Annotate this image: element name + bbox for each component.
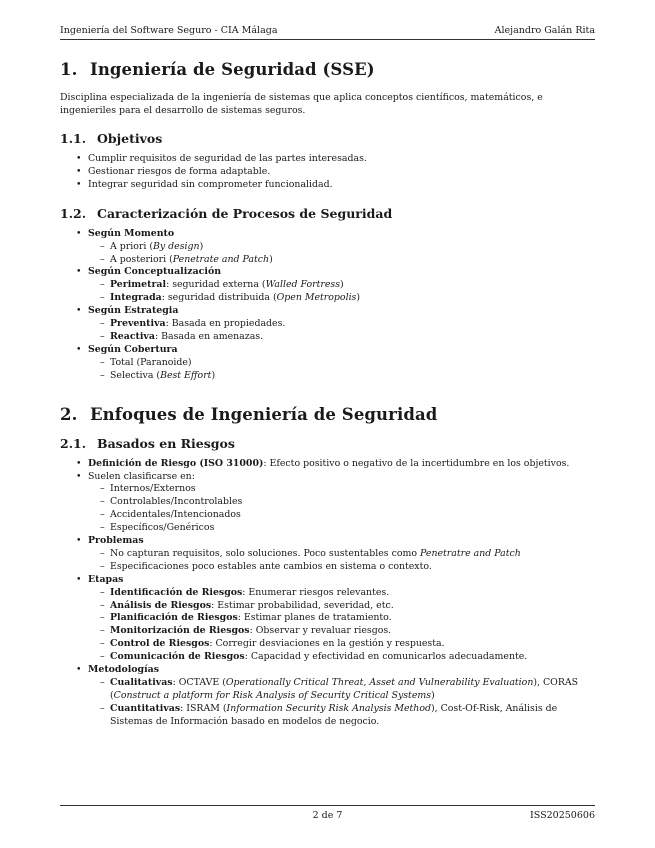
- list-item: – Internos/Externos: [88, 483, 595, 496]
- riesgos-list: [60, 458, 595, 729]
- text: ): [431, 689, 435, 701]
- subsection-1-2-heading: [60, 206, 595, 221]
- header-author: Alejandro Galán Rita: [494, 25, 595, 36]
- list-item: [88, 548, 595, 561]
- list-item: [88, 677, 595, 703]
- text: ), Cost-Of-Risk, Análisis de Sistemas de Información basado en modelos de negocio.: [110, 702, 558, 727]
- page-number: 2 de 7: [312, 810, 343, 821]
- text-italic: Information Security Risk Analysis Method: [226, 702, 431, 714]
- text-bold: Control de Riesgos: [110, 638, 210, 650]
- list-item: [60, 574, 595, 664]
- text-bold: Integrada: [110, 292, 162, 304]
- list-item: • Integrar seguridad sin comprometer funcionalidad.: [60, 179, 595, 192]
- text-italic: Best Effort: [160, 369, 212, 381]
- text-italic: Penetratre and Patch: [420, 547, 521, 559]
- text: No capturan requisitos, solo soluciones. Poco sustentables como: [110, 547, 421, 559]
- item-heading: Según Conceptualización: [88, 266, 222, 278]
- list-item: [88, 318, 595, 331]
- text: : Estimar probabilidad, severidad, etc.: [211, 599, 394, 611]
- page-header: [60, 18, 595, 40]
- list-item: [88, 703, 595, 729]
- text: : Estimar planes de tratamiento.: [237, 612, 392, 624]
- page-content: [60, 54, 595, 729]
- text-italic: By design: [153, 240, 200, 252]
- sub-list: [88, 483, 595, 535]
- list-item: [88, 292, 595, 305]
- sub-list: [88, 548, 595, 574]
- list-item: [60, 305, 595, 344]
- text-italic: Operationally Critical Threat, Asset and Vulnerability Evaluation: [225, 677, 534, 688]
- subsection-title: Basados en Riesgos: [97, 435, 235, 451]
- subsection-number: 2.1.: [60, 435, 87, 451]
- list-item: [88, 254, 595, 267]
- text-italic: Penetrate and Patch: [172, 253, 270, 265]
- text-bold: Reactiva: [110, 330, 155, 342]
- objetivos-list: [60, 153, 595, 192]
- text: : OCTAVE (: [172, 677, 226, 688]
- list-item: • Cumplir requisitos de seguridad de las partes interesadas.: [60, 153, 595, 166]
- list-item: [88, 241, 595, 254]
- text: ): [211, 369, 216, 381]
- text: : Basada en propiedades.: [165, 318, 286, 330]
- sub-list: [88, 357, 595, 383]
- text-bold: Identificación de Riesgos: [110, 586, 243, 598]
- text: ), CORAS (: [110, 677, 579, 701]
- text: A posteriori (: [110, 253, 173, 265]
- document-code: ISS20250606: [530, 810, 595, 821]
- item-heading: Según Estrategia: [88, 305, 179, 317]
- text-bold: Definición de Riesgo (ISO 31000): [88, 457, 264, 469]
- text-bold: Preventiva: [110, 318, 166, 330]
- subsection-title: Objetivos: [97, 131, 163, 146]
- item-heading: Metodologías: [88, 664, 160, 676]
- sub-list: [88, 677, 595, 729]
- section-title: Ingeniería de Seguridad (SSE): [90, 60, 375, 79]
- item-heading: Etapas: [88, 573, 124, 585]
- text: ): [269, 253, 273, 265]
- list-item: [60, 471, 595, 536]
- list-item: [60, 458, 595, 471]
- text-bold: Planificación de Riesgos: [110, 612, 238, 624]
- text: : Observar y revaluar riesgos.: [249, 625, 392, 637]
- list-item: [88, 587, 595, 600]
- text: Selectiva (: [110, 369, 161, 381]
- text: : Enumerar riesgos relevantes.: [242, 586, 390, 598]
- subsection-2-1-heading: [60, 436, 595, 451]
- page-footer: [60, 810, 595, 824]
- text-bold: Análisis de Riesgos: [110, 599, 212, 611]
- text: A priori (: [110, 240, 153, 252]
- sub-list: [88, 587, 595, 664]
- list-item: – Específicos/Genéricos: [88, 522, 595, 535]
- subsection-number: 1.2.: [60, 205, 87, 221]
- list-item: [88, 651, 595, 664]
- section-spacer: [60, 383, 595, 399]
- subsection-title: Caracterización de Procesos de Seguridad: [97, 205, 393, 221]
- text-italic: Open Metropolis: [276, 292, 357, 304]
- list-item: – Total (Paranoide): [88, 357, 595, 370]
- section-2-heading: [60, 405, 595, 424]
- section-number: 2.: [60, 404, 78, 424]
- item-heading: Según Cobertura: [88, 343, 178, 355]
- text-bold: Cuantitativas: [110, 702, 181, 714]
- text: ): [340, 279, 344, 291]
- text: : Corregir desviaciones en la gestión y respuesta.: [209, 638, 445, 650]
- list-item: [88, 625, 595, 638]
- list-item: – Accidentales/Intencionados: [88, 509, 595, 522]
- text-bold: Monitorización de Riesgos: [110, 625, 250, 637]
- text-italic: Walled Fortress: [265, 279, 341, 291]
- text-bold: Cualitativas: [110, 677, 173, 688]
- list-item: [88, 600, 595, 613]
- header-course: Ingeniería del Software Seguro - CIA Málaga: [60, 25, 278, 36]
- list-item: [60, 266, 595, 305]
- text: : Basada en amenazas.: [154, 330, 264, 342]
- sub-list: [88, 241, 595, 267]
- footer-divider: [60, 805, 595, 806]
- list-item: [88, 638, 595, 651]
- list-item: [60, 228, 595, 267]
- list-item: • Gestionar riesgos de forma adaptable.: [60, 166, 595, 179]
- text-bold: Perimetral: [110, 279, 167, 291]
- section-number: 1.: [60, 60, 78, 79]
- text: : Capacidad y efectividad en comunicarlos adecuadamente.: [244, 651, 528, 663]
- section-1-heading: [60, 60, 595, 79]
- text: ): [199, 240, 204, 252]
- text: : seguridad externa (: [166, 279, 266, 291]
- text: ): [356, 292, 361, 304]
- sub-list: [88, 318, 595, 344]
- section-title: Enfoques de Ingeniería de Seguridad: [90, 404, 438, 424]
- list-item: [88, 370, 595, 383]
- subsection-number: 1.1.: [60, 131, 87, 146]
- list-item: [88, 331, 595, 344]
- list-item: [60, 344, 595, 383]
- text-bold: Comunicación de Riesgos: [110, 651, 245, 663]
- text: : seguridad distribuida (: [161, 292, 277, 304]
- list-item: [88, 612, 595, 625]
- caracterizacion-list: [60, 228, 595, 383]
- list-item: – Especificaciones poco estables ante cambios en sistema o contexto.: [88, 561, 595, 574]
- list-item: – Controlables/Incontrolables: [88, 496, 595, 509]
- list-item: [60, 664, 595, 729]
- sub-list: [88, 279, 595, 305]
- item-heading: Problemas: [88, 535, 144, 547]
- list-item: [60, 535, 595, 574]
- text-italic: Construct a platform for Risk Analysis of Security Critical Systems: [113, 689, 432, 701]
- text: : ISRAM (: [180, 702, 227, 714]
- list-item: [88, 279, 595, 292]
- text: Suelen clasificarse en:: [88, 470, 195, 482]
- subsection-1-1-heading: [60, 131, 595, 146]
- item-heading: Según Momento: [88, 227, 175, 239]
- section-1-intro: Disciplina especializada de la ingeniería de sistemas que aplica conceptos científicos, matemáticos, e ingenieriles para el desarrollo de sistemas seguros.: [60, 92, 543, 116]
- text: : Efecto positivo o negativo de la incertidumbre en los objetivos.: [263, 457, 570, 469]
